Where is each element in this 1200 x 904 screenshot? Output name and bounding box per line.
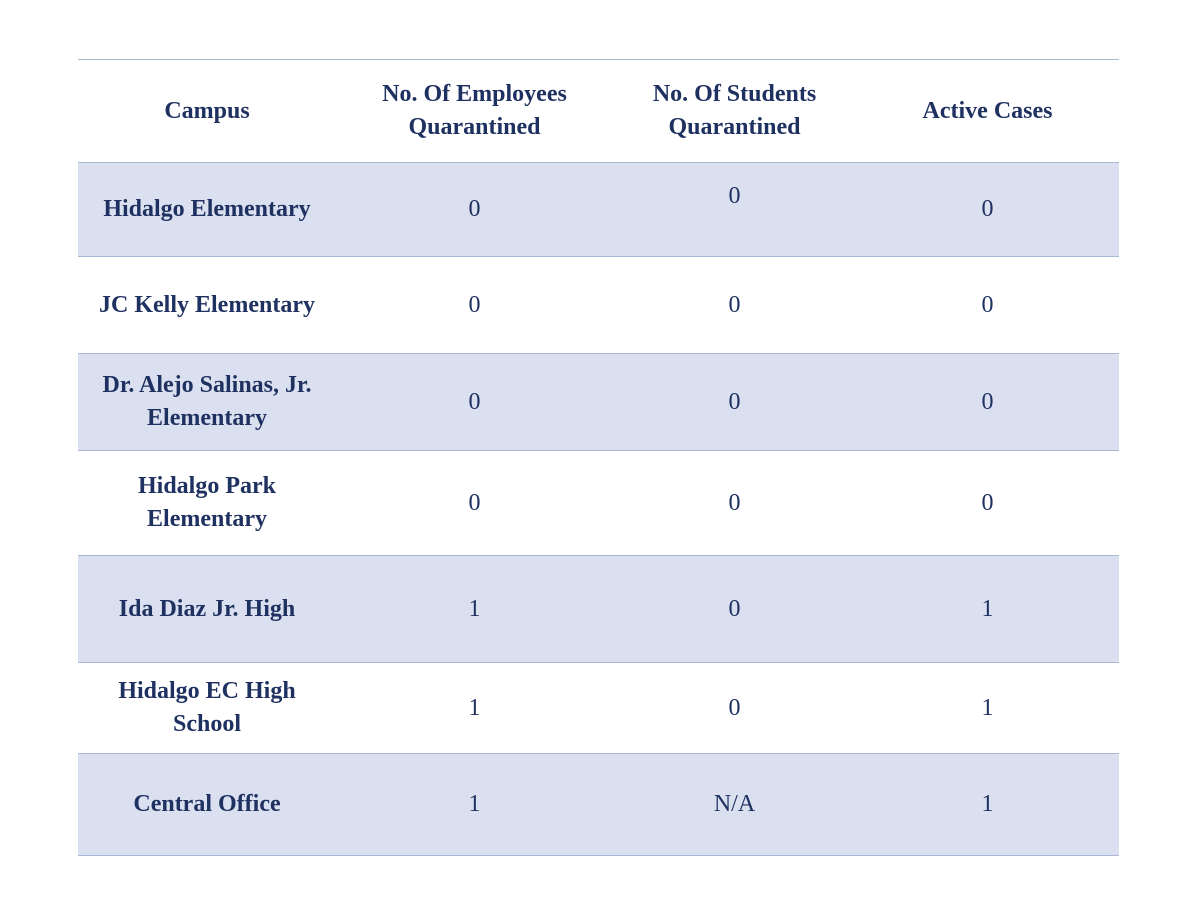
active-cases-cell: 1: [856, 754, 1119, 856]
campus-cell: JC Kelly Elementary: [78, 257, 336, 354]
employees-cell: 1: [336, 556, 613, 663]
employees-cell: 1: [336, 754, 613, 856]
students-cell: 0: [613, 451, 856, 556]
students-cell: 0: [613, 556, 856, 663]
header-active-cases: Active Cases: [856, 60, 1119, 163]
quarantine-table: [78, 59, 1119, 856]
header-students-quarantined: No. Of Students Quarantined: [613, 60, 856, 163]
students-cell: 0: [613, 354, 856, 451]
campus-cell: Dr. Alejo Salinas, Jr. Elementary: [78, 354, 336, 451]
table-row: [78, 556, 1119, 663]
header-campus: Campus: [78, 60, 336, 163]
table-row: [78, 663, 1119, 754]
students-value: 0: [728, 183, 741, 209]
campus-cell: Hidalgo Elementary: [78, 163, 336, 257]
active-cases-cell: 1: [856, 663, 1119, 754]
students-cell: 0: [613, 257, 856, 354]
table-row: [78, 754, 1119, 856]
campus-cell: Hidalgo Park Elementary: [78, 451, 336, 556]
active-cases-cell: 0: [856, 163, 1119, 257]
employees-cell: 0: [336, 257, 613, 354]
employees-cell: 0: [336, 354, 613, 451]
table-header-row: [78, 60, 1119, 163]
table-row: [78, 163, 1119, 257]
table-row: [78, 354, 1119, 451]
campus-cell: Ida Diaz Jr. High: [78, 556, 336, 663]
quarantine-table-container: [78, 59, 1119, 856]
students-cell: N/A: [613, 754, 856, 856]
employees-cell: 0: [336, 451, 613, 556]
employees-cell: 1: [336, 663, 613, 754]
campus-cell: Hidalgo EC High School: [78, 663, 336, 754]
students-cell: [613, 163, 856, 257]
students-cell: 0: [613, 663, 856, 754]
table-row: [78, 257, 1119, 354]
campus-cell: Central Office: [78, 754, 336, 856]
employees-cell: 0: [336, 163, 613, 257]
table-row: [78, 451, 1119, 556]
active-cases-cell: 0: [856, 451, 1119, 556]
active-cases-cell: 0: [856, 257, 1119, 354]
active-cases-cell: 0: [856, 354, 1119, 451]
active-cases-cell: 1: [856, 556, 1119, 663]
header-employees-quarantined: No. Of Employees Quarantined: [336, 60, 613, 163]
